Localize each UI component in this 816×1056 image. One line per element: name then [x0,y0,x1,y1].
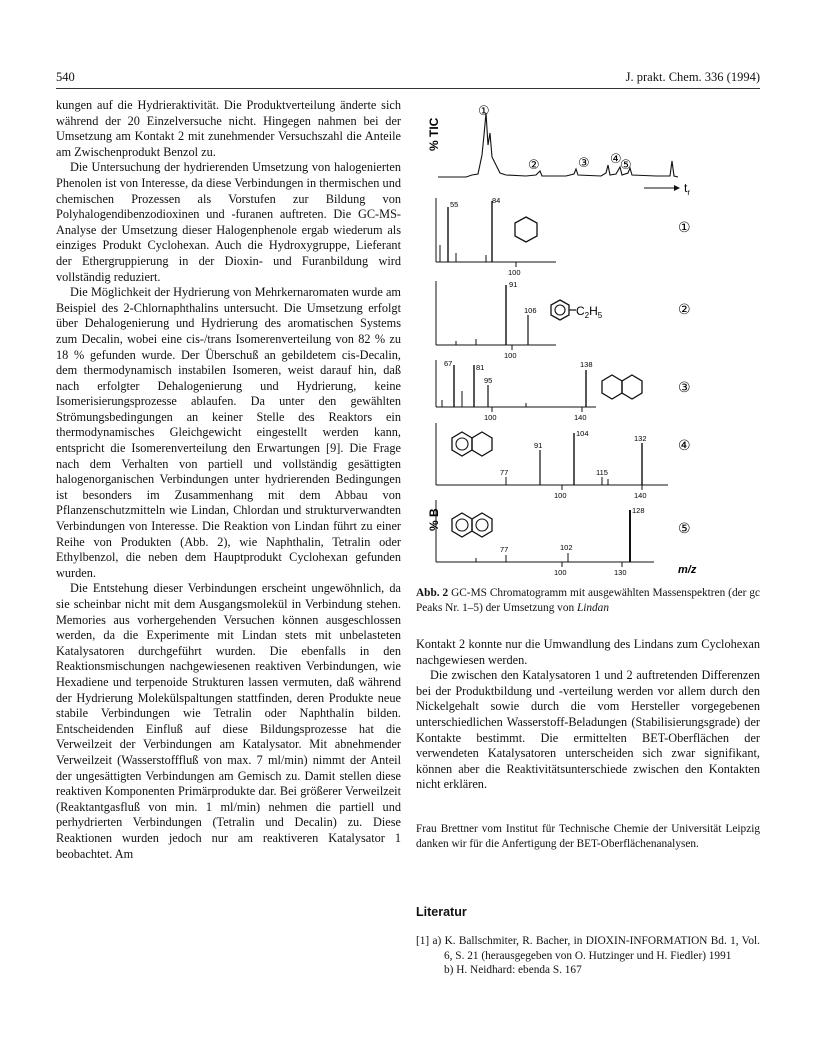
reference-item: [1] a) K. Ballschmiter, R. Bacher, in DIOXIN-INFORMATION Bd. 1, Vol. 6, S. 21 (herausgegeben von O. Hutzinger und H. Fiedler) 1991 [416,935,760,962]
mass-spectrum-5 [427,500,697,577]
references [416,934,760,978]
mz-axis-label: m/z [678,564,697,576]
naphthalene-structure [452,513,472,537]
mass-spectrum-2 [436,280,691,360]
svg-text:77: 77 [500,468,509,477]
svg-text:67: 67 [444,359,453,368]
b-axis-label: % B [427,508,441,531]
svg-text:81: 81 [476,363,485,372]
svg-text:100: 100 [554,568,567,577]
svg-text:140: 140 [574,413,587,422]
paragraph: Die zwischen den Katalysatoren 1 und 2 auftretenden Differenzen bei der Produktbildung und -verteilung werden vor allem durch den Nickelgehalt sowie durch die vom Hersteller vorgegebenen unterschiedlichen Wasserstoff-Beladungen (Stabilisierungsgrade) der Kontakte bestimmt. Die ermittelten BET-Oberflächen der verwendeten Katalysatoren unterscheiden sich zwar signifikant, können aber die Reaktivitätsunterschiede zwischen den Kontakten nicht erklären. [416,668,760,792]
gc-ms-figure [416,95,760,580]
mass-spectrum-4 [436,423,691,500]
svg-text:100: 100 [554,491,567,500]
svg-text:100: 100 [508,268,521,277]
retention-time-label: $t_r$ [684,181,691,197]
peak-marker-3: ③ [578,155,590,170]
paragraph: Die Entstehung dieser Verbindungen erscheint ungewöhnlich, da sie scheinbar nicht mit dem Ausgangsmolekül in Verbindung stehen. Memories aus vorhergehenden Versuchen können ausgeschlossen werden, da die Experimente mit Lindan stets mit unbelasteten Katalysatoren durchgeführt wurden. Die ebenfalls in den Reaktionsmischungen nachgewiesenen reaktiven Verbindungen, wie Hexadiene und terpenoide Strukturen lassen vermuten, daß während der Hydrierung Molekülspaltungen stattfinden, deren Produkte neue stabile Verbindungen wie Tetralin oder Naphthalin bilden. Entscheidenden Einfluß auf diese Bildungsprozesse hat die Verweilzeit der Verbindungen am Katalysator. Mit abnehmender Verweilzeit (Wasserstofffluß von max. 7 ml/min) nimmt der Anteil der ungesättigten Verbindungen am Gemisch zu. Damit stellen diese reaktiven Komponenten Primärprodukte dar. Bei größerer Verweilzeit (Reaktantgasfluß von min. 1 ml/min) nehmen die partiell und perhydrierten Verbindungen (Tetralin und Decalin) zu. Diese Reaktionen wurden jedoch nur am reaktiveren Katalysator 1 beobachtet. Am [56,581,401,861]
peak-marker-2: ② [528,157,540,172]
svg-text:102: 102 [560,543,573,552]
right-column [416,637,760,793]
svg-text:100: 100 [504,351,517,360]
cyclohexane-structure [515,217,537,242]
header-rule [56,88,760,89]
svg-text:132: 132 [634,434,647,443]
peak-marker-4: ④ [610,151,622,166]
journal-reference: J. prakt. Chem. 336 (1994) [625,70,760,84]
svg-text:100: 100 [484,413,497,422]
svg-text:55: 55 [450,200,459,209]
svg-text:138: 138 [580,360,593,369]
svg-text:⑤: ⑤ [678,520,691,536]
page-number: 540 [56,70,75,84]
figure-label: Abb. 2 [416,587,449,599]
tic-axis-label: % TIC [427,117,441,151]
svg-text:128: 128 [632,506,645,515]
svg-text:104: 104 [576,429,589,438]
svg-text:130: 130 [614,568,627,577]
mass-spectrum-3 [436,359,691,422]
svg-text:④: ④ [678,437,691,453]
tetralin-structure [452,432,472,456]
left-column [56,98,401,862]
svg-text:115: 115 [596,468,608,477]
time-arrow-head [674,185,680,191]
svg-text:106: 106 [524,306,537,315]
svg-text:③: ③ [678,379,691,395]
decalin-structure [602,375,622,399]
paragraph: kungen auf die Hydrieraktivität. Die Produktverteilung änderte sich während der 20 Einzelversuche nicht. Hingegen nahmen bei der Umsetzung am Kontakt 2 mit zunehmender Versuchszahl die Anteile am Zwischenprodukt Benzol zu. [56,98,401,159]
paragraph: Die Untersuchung der hydrierenden Umsetzung von halogenierten Phenolen ist von Interesse, da diese Verbindungen in thermischen und chemischen Prozessen als Vorstufen zur Bildung von Polyhalogendibenzodioxinen und -furanen auftreten. Die GC-MS-Analyse der Umsetzung dieser Halogenphenole ergab wiederum als einziges Produkt Cyclohexan. Auch die Hydroxygruppe, Lieferant der Ethergruppierung in der Dioxin- und Furanbildung wird vollständig reduziert. [56,160,401,284]
figure-caption: Abb. 2 GC-MS Chromatogramm mit ausgewählten Massenspektren (der gc Peaks Nr. 1–5) der Umsetzung von Lindan [416,587,760,614]
svg-text:95: 95 [484,376,493,385]
literature-heading: Literatur [416,905,467,919]
svg-text:②: ② [678,301,691,317]
svg-text:91: 91 [534,441,543,450]
svg-text:140: 140 [634,491,647,500]
reference-item: b) H. Neidhard: ebenda S. 167 [444,964,582,977]
svg-text:84: 84 [492,196,501,205]
ethyl-group-label: $C_2H_5$ [576,304,603,320]
paragraph: Die Möglichkeit der Hydrierung von Mehrkernaromaten wurde am Beispiel des 2-Chlornaphthalins untersucht. Die Umsetzung erfolgt über Dehalogenierung und Hydrierung des aromatischen Systems zum Decalin, wobei eine cis-/trans Isomerenverteilung von 82 % zu 18 % gefunden wurde. Der Überschuß an gebildetem cis-Decalin, dem thermodynamisch instabilen Isomeren, weist darauf hin, daß nach erfolgter Dehalogenierung und Hydrierung, keine Isomerisierungsprozesse ablaufen. Da unter den gewählten Strömungsbedingungen an keiner Stelle des Reaktors ein thermodynamisches Gleichgewicht eingestellt werden kann, entspricht die Isomerenverteilung den Erwartungen [9]. Die Frage nach dem Verhalten von partiell und vollständig gesättigten halogenorganischen Verbindungen unter hydrierenden Bedingungen ist besonders im Zusammenhang mit dem Abbau von Pflanzenschutzmitteln wie Lindan, Chlordan und strukturverwandten Verbindungen von Interesse. Die Reaktion von Lindan führt zu einer Reihe von Produkten (Abb. 2), wie Naphthalin, Tetralin oder Ethylbenzol, die neben dem Hauptprodukt Cyclohexan gefunden wurden. [56,285,401,580]
mass-spectrum-1 [436,196,691,277]
acknowledgement: Frau Brettner vom Institut für Technische Chemie der Universität Leipzig danken wir für die Anfertigung der BET-Oberflächenanalysen. [416,823,760,850]
peak-marker-1: ① [478,103,490,118]
svg-text:91: 91 [509,280,518,289]
ethylbenzene-structure [551,300,569,320]
svg-text:①: ① [678,219,691,235]
paragraph: Kontakt 2 konnte nur die Umwandlung des Lindans zum Cyclohexan nachgewiesen werden. [416,637,760,667]
svg-text:77: 77 [500,545,509,554]
peak-marker-5: ⑤ [620,157,632,172]
